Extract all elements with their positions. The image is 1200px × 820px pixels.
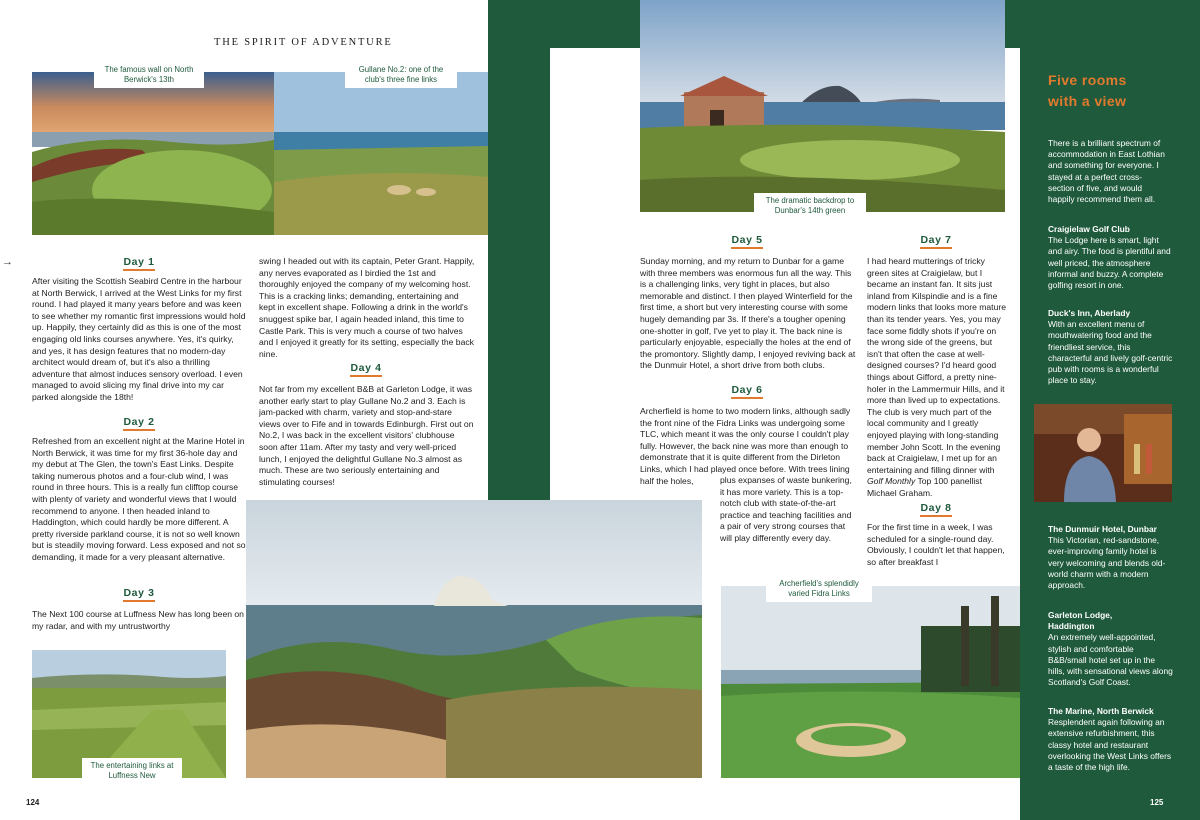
day-5-heading: Day 5 (640, 234, 854, 246)
sidebar-item-text: With an excellent menu of mouthwatering food and the friendliest service, this characterful and lively golf-centric pub with rooms is a wonderful place to stay. (1048, 319, 1173, 386)
caption-north-berwick: The famous wall on North Berwick's 13th (94, 62, 204, 88)
center-green-panel (488, 0, 550, 560)
sidebar-item (1048, 706, 1172, 773)
caption-archerfield: Archerfield's splendidly varied Fidra Links (766, 576, 872, 602)
sidebar-item-name: Duck's Inn, Aberlady (1048, 308, 1131, 318)
sidebar-item-text: Resplendent again following an extensive refurbishment, this classy hotel and restaurant overlooking the West Links offers a taste of the high life. (1048, 717, 1172, 773)
sidebar-item (1048, 524, 1172, 591)
day-3-heading: Day 3 (32, 587, 246, 599)
sidebar-title (1048, 70, 1127, 112)
day-4-text: Not far from my excellent B&B at Garleton Lodge, it was another early start to play Gullane No.2 and 3. Each is jam-packed with charm, variety and stop-and-stare views over to Fife and in towards Edinburgh. First out on No.2, I was back in the excellent visitors' clubhouse soon after 11am. After my tasty and very well-priced lunch, I enjoyed the delightful Gullane No.3 almost as much. These are two seriously entertaining and stimulating courses! (259, 384, 474, 487)
caption-luffness: The entertaining links at Luffness New (82, 758, 182, 784)
photo-dunbar (640, 0, 1005, 212)
sidebar-item-name: The Marine, North Berwick (1048, 706, 1154, 716)
day-1-heading: Day 1 (32, 256, 246, 268)
photo-north-berwick (32, 72, 274, 235)
day-2-text: Refreshed from an excellent night at the Marine Hotel in North Berwick, it was time for my first 36-hole day and my debut at The Glen, the town's East Links. Despite taking numerous photos and a four-club wind, I was round in three hours. This is a really fun clifftop course with plenty of variety and wonderful views that I would recommend to anyone. I then headed inland to Haddington, which could hardly be more different. A pretty riverside parkland course, it is not so well known but is steadily moving forward. Less exposed and not so demanding, it made for a very pleasant alternative. (32, 436, 246, 562)
photo-ducks-inn (1034, 404, 1172, 502)
photo-gullane (274, 72, 488, 235)
sidebar-intro: There is a brilliant spectrum of accommodation in East Lothian and something for everyone. I stayed at a perfect cross-section of five, and would happily recommend them all. (1048, 138, 1165, 205)
day-3-continued: swing I headed out with its captain, Peter Grant. Happily, any nerves evaporated as I birdied the 1st and thoroughly enjoyed the company of my welcoming host. This is a cracking links; demanding, entertaining and kept in excellent shape. Following a drink in the world's snuggest spike bar, I again headed inland, this time to Castle Park. This is very much a course of two halves and I enjoyed it greatly for its setting, especially the back nine. (259, 256, 475, 359)
arrow-right-icon: → (2, 256, 13, 268)
day-4-heading: Day 4 (259, 362, 473, 374)
sidebar-item-text: This Victorian, red-sandstone, ever-improving family hotel is very welcoming and blends old-world charm with a modern approach. (1048, 535, 1166, 591)
day-8-heading: Day 8 (866, 502, 1006, 514)
day-1-text: After visiting the Scottish Seabird Centre in the harbour at North Berwick, I arrived at the West Links for my first round. I had played it many years before and was keen to see whether my romantic first impressions would hold up. Happily, they certainly did as this is one of the most engaging old links courses anywhere. Yes, it's quirky, and yes, it has design features that no modern-day architect would dream of, but it's also a thrilling adventure that almost induces sensory overload. I even managed to avoid slicing my final drive into my car parked alongside the 18th! (32, 276, 246, 402)
day-8-text: For the first time in a week, I was scheduled for a single-round day. Obviously, I couldn't let that happen, so after breakfast I (867, 522, 1005, 567)
caption-gullane: Gullane No.2: one of the club's three fine links (345, 62, 457, 88)
day-5-text: Sunday morning, and my return to Dunbar for a game with three members was enormous fun all the way. This is a challenging links, very tight in places, but also memorable and distinct. I then played Winterfield for the first time, a short but very interesting course with some hugely demanding par 3s. If there's a tougher opening one-shotter in golf, I've yet to play it. The back nine is particularly enjoyable, especially the holes at the end of the promontory. Slightly damp, I enjoyed reviving back at the Dunmuir Hotel, a short drive from both clubs. (640, 256, 856, 371)
photo-archerfield (721, 586, 1020, 778)
photo-glen (246, 500, 702, 778)
day-2-heading: Day 2 (32, 416, 246, 428)
day-6-text: Archerfield is home to two modern links, although sadly the front nine of the Fidra Links was undergoing some TLC, which meant it was the only course I couldn't play fully. However, the back nine was more than enough to demonstrate that it is quite different from the Dirleton Links, which I had played once before. With trees lining half the holes, (640, 406, 851, 486)
sidebar-title-line-2: with a view (1048, 93, 1127, 109)
sidebar-item-name: The Dunmuir Hotel, Dunbar (1048, 524, 1157, 534)
center-green-top (488, 0, 640, 48)
sidebar-item (1048, 308, 1174, 386)
page-number-left: 124 (26, 798, 40, 807)
day-3-text: The Next 100 course at Luffness New has long been on my radar, and with my untrustworthy (32, 609, 244, 631)
sidebar-title-line-1: Five rooms (1048, 72, 1127, 88)
day-7-heading: Day 7 (866, 234, 1006, 246)
sidebar-item (1048, 610, 1174, 688)
day-7-text: I had heard mutterings of tricky green sites at Craigielaw, but I became an instant fan. It sits just inland from Kilspindie and is a fine modern links that looks more mature than its tender years. Yes, you may face some fiddly shots if you're on the wrong side of the greens, but isn't that often the case at well-designed courses? I'd heard good things about Gifford, a pretty nine-holer in the Lammermuir Hills, and it more than lived up to expectations. The club is very much part of the local community and I greatly enjoyed playing with long-standing member John Scott. In the evening back at Craigielaw, I met up for an entertaining and filling dinner with Golf Monthly Top 100 panellist Michael Graham. (867, 256, 1006, 498)
sidebar-item-name: Garleton Lodge, Haddington (1048, 610, 1113, 632)
page-number-right: 125 (1150, 798, 1164, 807)
sidebar-item-text: The Lodge here is smart, light and airy. The food is plentiful and well priced, the atmosphere informal and buzzy. A complete golfing resort in one. (1048, 235, 1171, 291)
sidebar-item (1048, 224, 1172, 291)
sidebar-item-name: Craigielaw Golf Club (1048, 224, 1130, 234)
caption-dunbar: The dramatic backdrop to Dunbar's 14th green (754, 193, 866, 219)
day-6-heading: Day 6 (640, 384, 854, 396)
section-kicker: THE SPIRIT OF ADVENTURE (214, 37, 393, 48)
day-6-continued: plus expanses of waste bunkering, it has more variety. This is a top-notch club with state-of-the-art practice and teaching facilities and a pair of very strong courses that will play differently every day. (720, 475, 852, 543)
right-green-top (1004, 0, 1024, 48)
sidebar-item-text: An extremely well-appointed, stylish and comfortable B&B/small hotel set up in the hills, with sensational views along Scotland's Golf Coast. (1048, 632, 1173, 688)
